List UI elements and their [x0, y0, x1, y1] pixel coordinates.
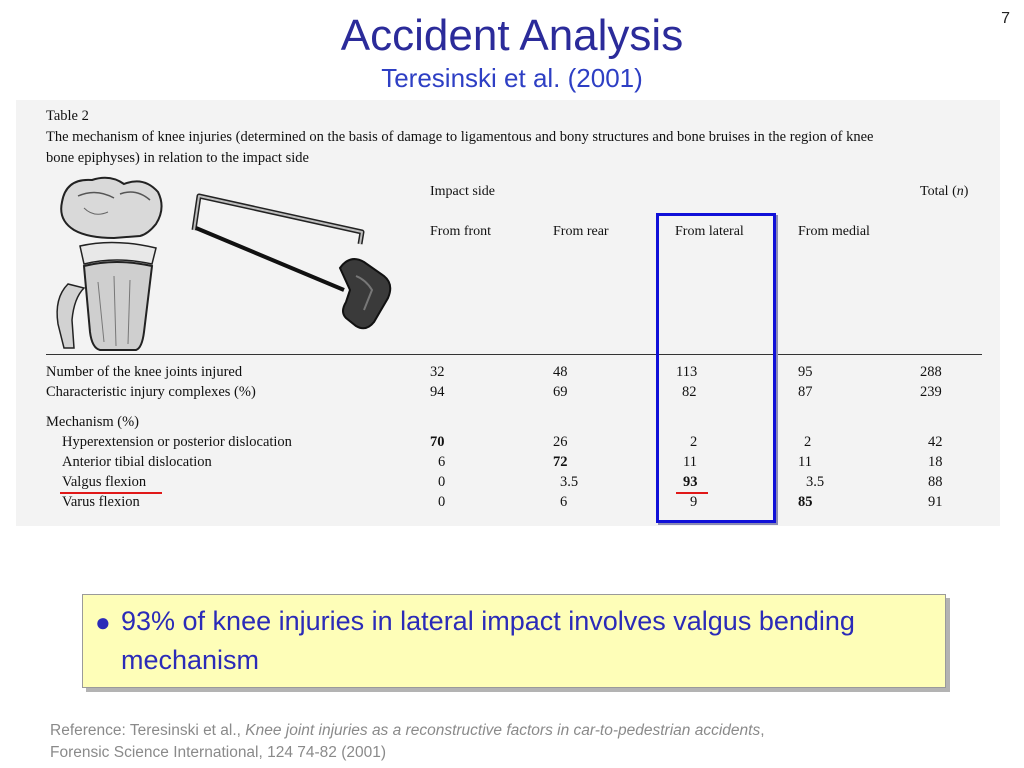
cell: 9	[690, 494, 698, 510]
table-row	[16, 474, 1000, 494]
cell: 48	[553, 364, 568, 380]
table-label: Table 2	[46, 108, 89, 124]
reference-title: Knee joint injuries as a reconstructive factors in car-to-pedestrian accidents	[245, 722, 761, 739]
table-row	[16, 454, 1000, 474]
cell: 91	[928, 494, 943, 510]
row-label: Varus flexion	[62, 494, 140, 510]
table-row	[16, 434, 1000, 454]
cell: 3.5	[806, 474, 825, 490]
cell: 85	[798, 494, 813, 510]
valgus-underline	[60, 492, 162, 494]
table-row	[16, 494, 1000, 514]
mechanism-header: Mechanism (%)	[46, 414, 140, 430]
caption-line-1: The mechanism of knee injuries (determined on the basis of damage to ligamentous and bony structures and bone bruises in the region of knee	[46, 129, 874, 145]
cell: 72	[553, 454, 568, 470]
lateral-highlight-box	[656, 213, 776, 523]
cell: 69	[553, 384, 568, 400]
col-from-front: From front	[430, 224, 492, 239]
cell: 6	[438, 454, 446, 470]
slide-number: 7	[1001, 10, 1010, 27]
cell: 3.5	[560, 474, 579, 490]
cell: 239	[920, 384, 942, 400]
reference-source: Forensic Science International, 124 74-82 (2001)	[50, 744, 387, 761]
cell: 11	[798, 454, 812, 470]
row-label: Characteristic injury complexes (%)	[46, 384, 256, 400]
key-finding-text: 93% of knee injuries in lateral impact involves valgus bending mechanism	[121, 606, 855, 675]
cell: 18	[928, 454, 943, 470]
table-row	[16, 364, 1000, 384]
col-from-medial: From medial	[798, 224, 870, 239]
cell: 70	[430, 434, 445, 450]
knee-hacksaw-illustration	[44, 172, 394, 352]
cell: 11	[683, 454, 697, 470]
row-label: Number of the knee joints injured	[46, 364, 243, 380]
cell: 42	[928, 434, 943, 450]
col-from-lateral: From lateral	[675, 224, 744, 239]
key-finding-callout	[82, 594, 946, 688]
cell: 82	[682, 384, 697, 400]
cell: 2	[804, 434, 812, 450]
cell: 2	[690, 434, 698, 450]
cell: 32	[430, 364, 445, 380]
cell: 95	[798, 364, 813, 380]
bullet-icon: ●	[95, 607, 111, 637]
impact-side-header: Impact side	[430, 184, 495, 199]
total-header: Total (n)	[920, 184, 969, 199]
cell: 288	[920, 364, 942, 380]
page-title: Accident Analysis	[340, 11, 684, 60]
cell: 0	[438, 494, 446, 510]
reference-prefix: Reference: Teresinski et al.,	[50, 722, 246, 739]
table-caption	[46, 106, 996, 169]
row-label: Hyperextension or posterior dislocation	[62, 434, 292, 450]
cell: 87	[798, 384, 813, 400]
caption-line-2: bone epiphyses) in relation to the impact side	[46, 150, 309, 166]
cell: 113	[676, 364, 698, 380]
cell: 94	[430, 384, 445, 400]
cell: 88	[928, 474, 943, 490]
col-from-rear: From rear	[553, 224, 609, 239]
row-label: Anterior tibial dislocation	[62, 454, 212, 470]
reference-suffix: ,	[760, 722, 765, 739]
cell: 0	[438, 474, 446, 490]
table-divider	[46, 354, 982, 355]
table-row	[16, 414, 1000, 434]
cell: 26	[553, 434, 568, 450]
page-subtitle: Teresinski et al. (2001)	[381, 63, 643, 93]
cell: 93	[683, 474, 698, 490]
knee-joint-illustration	[57, 178, 161, 350]
table-row	[16, 384, 1000, 404]
reference	[50, 720, 1010, 764]
hacksaw-illustration	[194, 196, 390, 328]
row-label: Valgus flexion	[62, 474, 147, 490]
table-figure	[16, 100, 1000, 526]
cell: 6	[560, 494, 568, 510]
